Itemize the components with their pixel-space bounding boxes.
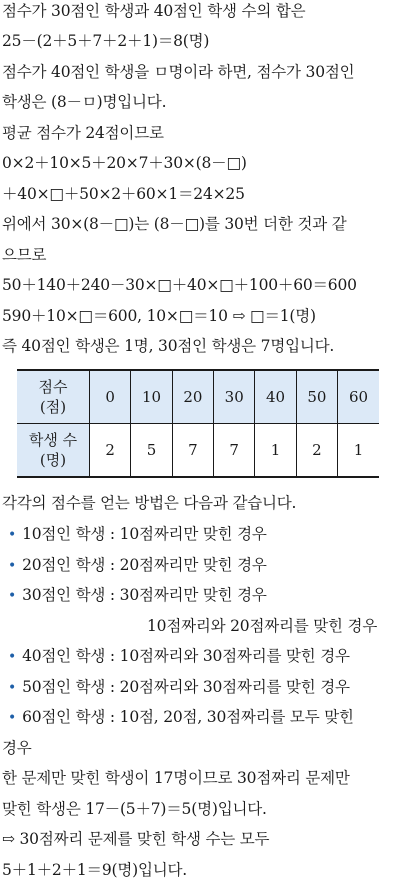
list-item-text: 60점인 학생 : 10점, 20점, 30점짜리를 모두 맞힌 [22, 708, 354, 726]
score-table [17, 369, 379, 478]
bullet-icon: • [8, 649, 17, 665]
score-cell: 10 [131, 370, 172, 424]
score-cell: 50 [296, 370, 337, 424]
score-cell: 40 [255, 370, 296, 424]
count-cell: 1 [255, 424, 296, 478]
list-item [8, 524, 267, 545]
list-item [8, 646, 350, 667]
list-item-text: 30점인 학생 : 30점짜리만 맞힌 경우 [22, 586, 267, 604]
list-item-text: 10점인 학생 : 10점짜리만 맞힌 경우 [22, 525, 267, 543]
score-cell: 20 [172, 370, 213, 424]
list-item [8, 555, 267, 576]
count-row [17, 424, 379, 478]
list-item [8, 677, 350, 698]
count-header-cell [17, 424, 90, 478]
text-line-2: 25－(2＋5＋7＋2＋1)＝8(명) [2, 32, 210, 50]
bullet-icon: • [8, 558, 17, 574]
count-cell: 7 [214, 424, 255, 478]
bullet-icon: • [8, 710, 17, 726]
text-line-11: 590＋10×□＝600, 10×□＝10 ⇨ □＝1(명) [2, 307, 316, 325]
score-header-label: 점수 [38, 378, 68, 396]
score-cell: 30 [214, 370, 255, 424]
text-line-8: 위에서 30×(8－□)는 (8－□)를 30번 더한 것과 같 [2, 215, 347, 233]
score-header-cell [17, 370, 90, 424]
bullet-icon: • [8, 588, 17, 604]
bullet-icon: • [8, 680, 17, 696]
text-line-closing-3: ⇨ 30점짜리 문제를 맞힌 학생 수는 모두 [2, 830, 270, 848]
score-row [17, 370, 379, 424]
text-line-3: 점수가 40점인 학생을 ㅁ명이라 하면, 점수가 30점인 [2, 63, 355, 81]
text-line-9: 으므로 [2, 246, 47, 264]
count-cell: 2 [296, 424, 337, 478]
text-line-closing-1: 한 문제만 맞힌 학생이 17명이므로 30점짜리 문제만 [2, 769, 350, 787]
bullet-icon: • [8, 527, 17, 543]
text-line-7: ＋40×□＋50×2＋60×1＝24×25 [2, 185, 245, 203]
count-header-label: 학생 수 [28, 431, 78, 449]
count-cell: 2 [90, 424, 131, 478]
text-line-12: 즉 40점인 학생은 1명, 30점인 학생은 7명입니다. [2, 337, 335, 355]
list-item-text: 40점인 학생 : 10점짜리와 30점짜리를 맞힌 경우 [22, 647, 350, 665]
methods-intro: 각각의 점수를 얻는 방법은 다음과 같습니다. [2, 494, 297, 512]
text-line-closing-4: 5＋1＋2＋1＝9(명)입니다. [2, 861, 188, 879]
count-cell: 1 [338, 424, 379, 478]
count-cell: 7 [172, 424, 213, 478]
text-line-4: 학생은 (8－ㅁ)명입니다. [2, 93, 167, 111]
list-item-text: 50점인 학생 : 20점짜리와 30점짜리를 맞힌 경우 [22, 678, 350, 696]
score-cell: 0 [90, 370, 131, 424]
score-header-unit: (점) [39, 398, 67, 416]
list-item [8, 707, 354, 728]
score-cell: 60 [338, 370, 379, 424]
count-cell: 5 [131, 424, 172, 478]
list-item [8, 585, 267, 606]
text-line-1: 점수가 30점인 학생과 40점인 학생 수의 합은 [2, 2, 306, 20]
text-line-closing-2: 맞힌 학생은 17－(5＋7)＝5(명)입니다. [2, 800, 267, 818]
text-line-5: 평균 점수가 24점이므로 [2, 124, 164, 142]
list-item-continuation: 10점짜리와 20점짜리를 맞힌 경우 [147, 617, 378, 635]
text-line-10: 50＋140＋240－30×□＋40×□＋100＋60＝600 [2, 276, 357, 294]
list-item-continuation: 경우 [2, 739, 32, 757]
list-item-text: 20점인 학생 : 20점짜리만 맞힌 경우 [22, 556, 267, 574]
text-line-6: 0×2＋10×5＋20×7＋30×(8－□) [2, 154, 247, 172]
count-header-unit: (명) [39, 451, 67, 469]
